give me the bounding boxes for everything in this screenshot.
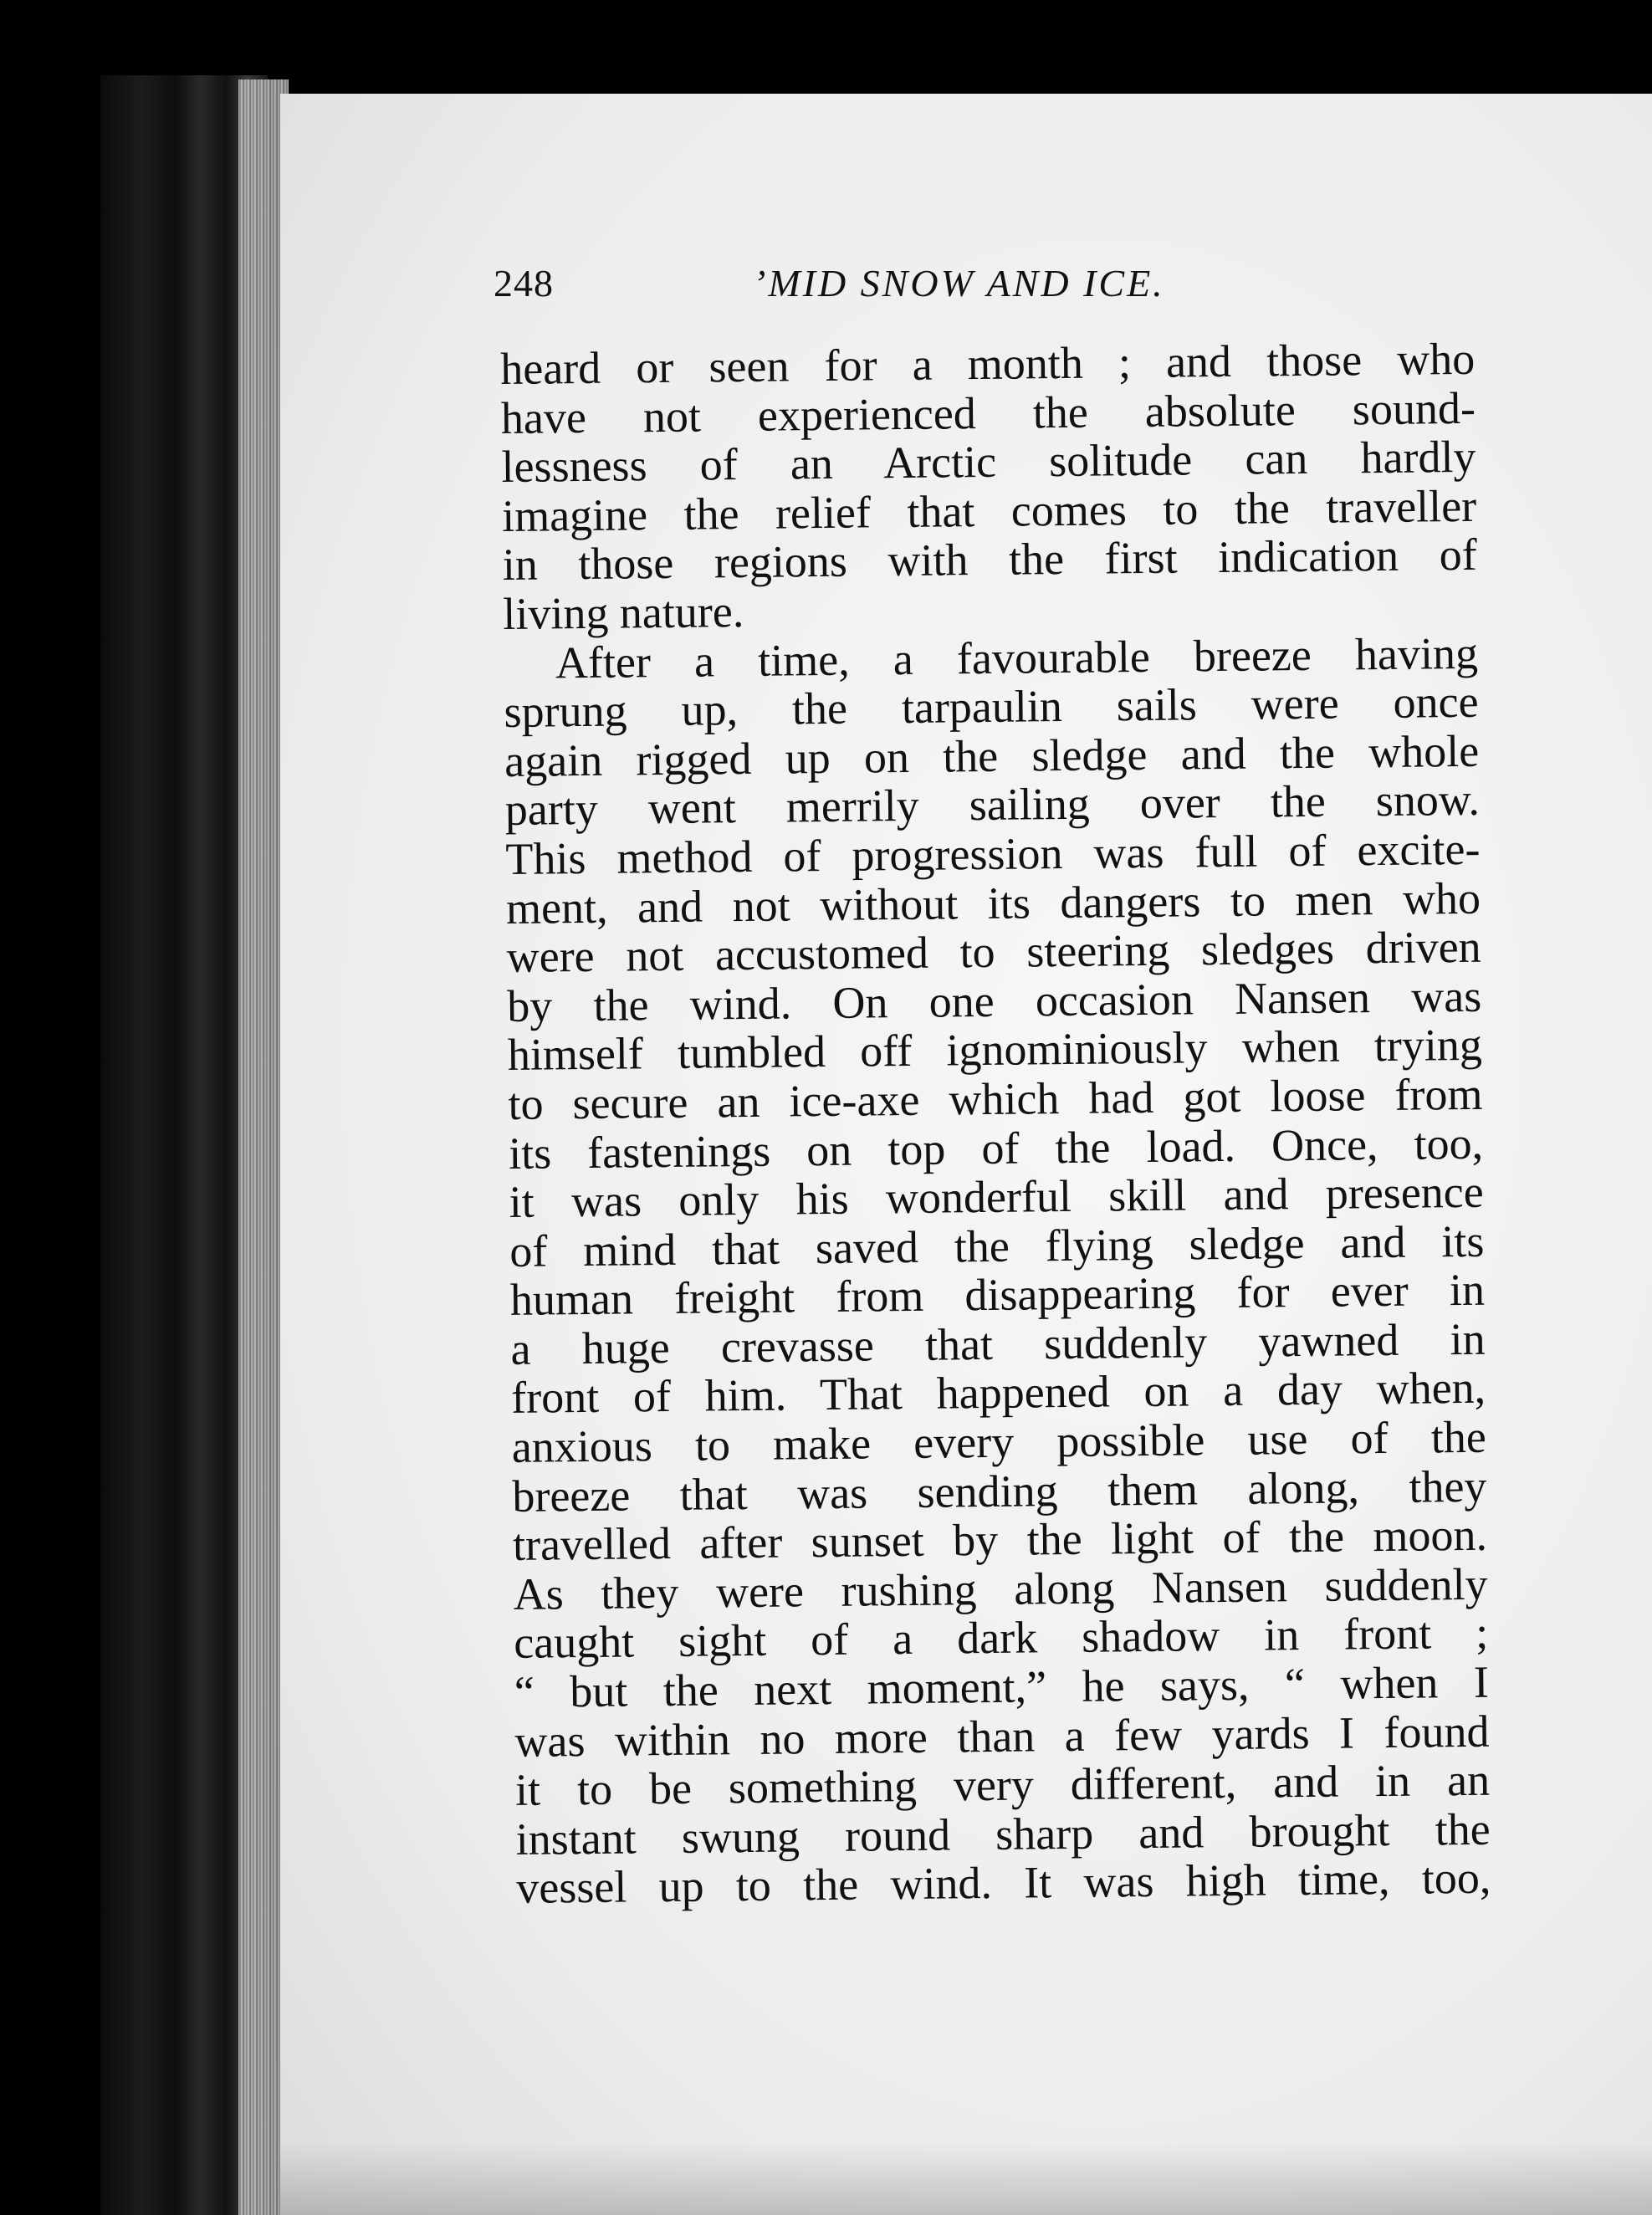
running-head [494,261,1263,320]
text-line: As they were rushing along Nansen suddenly [513,1558,1488,1619]
text-line: by the wind. On one occasion Nansen was [506,970,1482,1031]
text-line: a huge crevasse that suddenly yawned in [510,1313,1486,1374]
text-line: human freight from disappearing for ever in [509,1265,1486,1326]
text-line: again rigged up on the sledge and the whole [504,725,1480,786]
text-line: travelled after sunset by the light of the moon. [512,1509,1488,1571]
text-line: breeze that was sending them along, they [512,1460,1487,1522]
text-line: “ but the next moment,” he says, “ when I [514,1656,1490,1717]
text-line: party went merrily sailing over the snow. [504,775,1481,836]
text-line: himself tumbled off ignominiously when trying [507,1020,1483,1081]
running-title: ’MID SNOW AND ICE. [753,262,1165,304]
text-line: imagine the relief that comes to the traveller [501,480,1477,541]
text-line: was within no more than a few yards I found [514,1706,1490,1767]
page-bottom-edge [280,2141,1652,2215]
text-line: heard or seen for a month ; and those who [499,333,1476,394]
text-line: vessel up to the wind. It was high time, too, [516,1853,1491,1914]
text-line: sprung up, the tarpaulin sails were once [504,676,1479,738]
paragraph-start-line: After a time, a favourable breeze having [555,627,1479,688]
body-text [500,335,1491,1913]
text-line: caught sight of a dark shadow in front ; [513,1608,1489,1669]
text-line: instant swung round sharp and brought the [515,1803,1491,1865]
text-line: its fastenings on top of the load. Once, too, [508,1118,1484,1179]
page-number: 248 [494,262,554,304]
text-line: have not experienced the absolute sound- [500,382,1476,443]
text-line: front of him. That happened on a day when, [510,1363,1486,1424]
text-line: were not accustomed to steering sledges driven [506,921,1481,983]
text-line: This method of progression was full of excite- [505,823,1481,884]
text-line: in those regions with the first indication of [502,529,1478,591]
text-line: anxious to make every possible use of the [511,1411,1487,1472]
text-line: it to be something very different, and in an [514,1754,1491,1816]
paragraph-end-line: living nature. [503,586,744,639]
text-line: it was only his wonderful skill and presence [509,1166,1484,1228]
text-line: ment, and not without its dangers to men who [505,872,1481,934]
text-line: of mind that saved the flying sledge and its [509,1215,1485,1276]
text-line: to secure an ice-axe which had got loose from [508,1068,1483,1129]
text-line: lessness of an Arctic solitude can hardly [501,431,1476,493]
